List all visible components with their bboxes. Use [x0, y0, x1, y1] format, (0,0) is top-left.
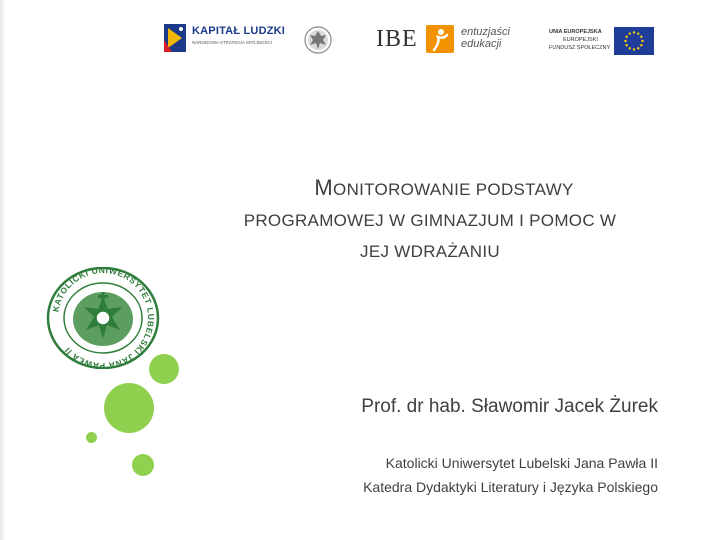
eu-star-icon: [640, 36, 642, 38]
kapital-ludzki-subtitle: NARODOWA STRATEGIA SPÓJNOŚCI: [192, 40, 273, 45]
eu-star-icon: [637, 47, 639, 49]
kapital-ludzki-emblem-icon: [162, 20, 190, 58]
kapital-ludzki-logo: [162, 20, 286, 58]
eagle-icon: [303, 24, 333, 56]
eu-star-icon: [624, 40, 626, 42]
title-line2: PROGRAMOWEJ W GIMNAZJUM I POMOC W: [243, 211, 617, 230]
title-line3: JEJ WDRAŻANIU: [360, 242, 500, 261]
entuzjasci-figure-icon: [424, 24, 456, 56]
entuzjasci-text: [461, 26, 510, 50]
seal-crest-icon: [73, 292, 133, 346]
polish-eagle-emblem: [303, 24, 333, 56]
author-name: Prof. dr hab. Sławomir Jacek Żurek: [361, 396, 658, 417]
ibe-name: IBE: [376, 26, 418, 52]
eu-flag-icon: [614, 27, 654, 55]
eu-star-icon: [629, 47, 631, 49]
eu-text: [549, 28, 610, 52]
entuzjasci-line1: entuzjaści: [461, 26, 510, 38]
decor-circle-medium: [149, 354, 179, 384]
eu-line3: FUNDUSZ SPOŁECZNY: [549, 45, 611, 51]
eu-star-icon: [641, 40, 643, 42]
title-first-letter: M: [314, 175, 334, 200]
seal-text: KATOLICKI UNIWERSYTET LUBELSKI JANA PAWŁA II: [50, 267, 157, 369]
eu-star-icon: [625, 44, 627, 46]
affiliation-line2: Katedra Dydaktyki Literatury i Języka Polskiego: [363, 479, 658, 495]
side-band: [0, 0, 6, 540]
title-line1: [190, 172, 670, 205]
eu-line2: EUROPEJSKI: [563, 37, 598, 43]
kapital-ludzki-name: KAPITAŁ LUDZKI: [192, 25, 286, 37]
decor-circle-tiny: [86, 432, 97, 443]
affiliation-line1: Katolicki Uniwersytet Lubelski Jana Pawła II: [385, 455, 658, 471]
decor-circle-small: [132, 454, 154, 476]
affiliation: [240, 451, 658, 499]
eu-star-icon: [640, 44, 642, 46]
eu-line1: UNIA EUROPEJSKA: [549, 29, 602, 35]
eu-star-icon: [637, 32, 639, 34]
decor-circle-large: [104, 383, 154, 433]
eu-star-icon: [633, 48, 635, 50]
ibe-logo: [376, 23, 416, 55]
title-line1-rest: ONITOROWANIE PODSTAWY: [333, 180, 574, 199]
eu-star-icon: [625, 36, 627, 38]
eu-star-icon: [629, 32, 631, 34]
entuzjasci-line2: edukacji: [461, 38, 502, 50]
slide-title: [190, 172, 670, 267]
entuzjasci-edukacji-logo: [424, 22, 524, 58]
eu-star-icon: [633, 31, 635, 33]
eu-logo: [546, 24, 658, 58]
university-seal: [46, 267, 160, 369]
